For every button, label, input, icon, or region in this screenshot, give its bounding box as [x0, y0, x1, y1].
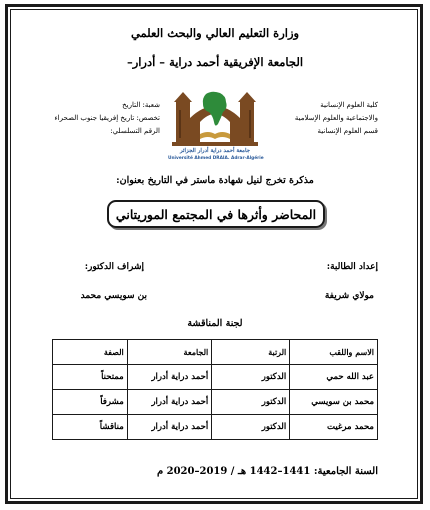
specialty-line1: شعبة: التاريخ: [122, 101, 160, 109]
member-name: محمد مرغيت: [290, 415, 378, 440]
supervisor-label: إشراف الدكتور:: [84, 262, 144, 272]
faculty-line2: والاجتماعية والعلوم الإسلامية: [294, 114, 378, 122]
thesis-title: المحاضر وأثرها في المجتمع الموريتاني: [115, 206, 317, 222]
logo-base: [172, 142, 258, 146]
specialty-line2: تخصص: تاريخ إفريقيا جنوب الصحراء: [54, 114, 160, 122]
faculty-block: [295, 101, 378, 135]
member-university: أحمد دراية أدرار: [127, 415, 212, 440]
ministry-title: وزارة التعليم العالي والبحث العلمي: [130, 26, 300, 40]
logo-left-tower-top: [174, 92, 192, 102]
member-name: محمد بن سويسي: [290, 390, 378, 415]
thesis-intro: مذكرة تخرج لنيل شهادة ماستر في التاريخ بعنوان:: [116, 175, 314, 186]
supervisor-name: بن سويسي محمد: [80, 291, 147, 301]
member-role: ممتحناً: [53, 365, 128, 390]
university-logo-icon: [168, 84, 262, 150]
header-rank: الرتبة: [212, 340, 290, 365]
specialty-line3: الرقم التسلسلي:: [110, 127, 160, 135]
logo-left-column: [179, 110, 181, 138]
university-title: الجامعة الإفريقية أحمد دراية – أدرار–: [126, 55, 304, 69]
header-name: الاسم واللقب: [290, 340, 378, 365]
logo-book: [200, 132, 230, 139]
specialty-block: [54, 101, 160, 135]
committee-title: لجنة المناقشة: [187, 318, 243, 329]
logo-right-tower-top: [238, 92, 256, 102]
table-row: [53, 365, 378, 390]
logo-caption-fr: Université Ahmed DRAIA. Adrar-Algérie: [168, 156, 264, 161]
member-role: مناقشاً: [53, 415, 128, 440]
faculty-line1: كلية العلوم الإنسانية: [320, 101, 378, 109]
table-row: [53, 415, 378, 440]
logo-left-tower: [176, 102, 190, 144]
prepared-by-label: إعداد الطالبة:: [326, 262, 378, 272]
logo-caption-ar: جامعة أحمد دراية أدرار الجزائر: [179, 148, 251, 154]
committee-table: [52, 339, 378, 440]
student-name: مولاي شريفة: [324, 291, 374, 301]
member-university: أحمد دراية أدرار: [127, 390, 212, 415]
table-row: [53, 390, 378, 415]
logo-africa-map: [203, 92, 227, 126]
academic-year: [157, 466, 378, 477]
faculty-line3: قسم العلوم الإنسانية: [317, 127, 378, 135]
member-university: أحمد دراية أدرار: [127, 365, 212, 390]
header-university: الجامعة: [127, 340, 212, 365]
academic-year-value: 1441–1442 هـ / 2019–2020 م: [156, 466, 311, 477]
header-role: الصفة: [53, 340, 128, 365]
member-name: عبد الله حمي: [290, 365, 378, 390]
member-rank: الدكتور: [212, 365, 290, 390]
logo-right-tower: [240, 102, 254, 144]
member-role: مشرفاً: [53, 390, 128, 415]
committee-header-row: [53, 340, 378, 365]
university-logo: [168, 84, 262, 164]
logo-right-column: [249, 110, 251, 138]
member-rank: الدكتور: [212, 415, 290, 440]
academic-year-label: السنة الجامعية:: [313, 466, 378, 477]
thesis-title-box: [107, 200, 325, 228]
member-rank: الدكتور: [212, 390, 290, 415]
